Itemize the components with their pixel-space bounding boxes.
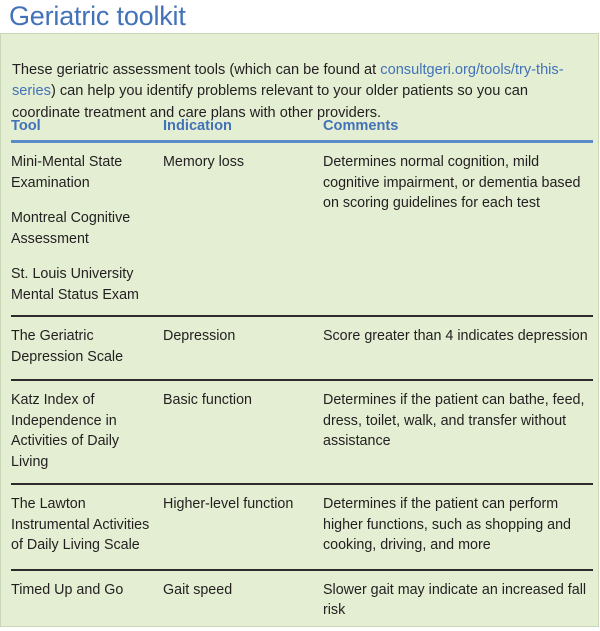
- tool-name: Montreal Cognitive Assessment: [11, 210, 131, 247]
- intro-text-part-1: These geriatric assessment tools (which can be found at: [12, 61, 381, 78]
- cell-tool: [11, 580, 163, 621]
- table-header-row: [11, 118, 593, 140]
- cell-comments: Determines if the patient can bathe, feed, dress, toilet, walk, and transfer without assistance: [323, 392, 585, 449]
- tool-name: Katz Index of Independence in Activities of Daily Living: [11, 392, 120, 470]
- cell-comments: Slower gait may indicate an increased fall risk: [323, 581, 587, 618]
- tool-name: Timed Up and Go: [11, 581, 124, 598]
- consultgeri-link-line-1[interactable]: consultgeri.org/tools/try-: [380, 61, 537, 78]
- tool-name: The Lawton Instrumental Activities of Daily Living Scale: [11, 496, 150, 553]
- content-panel: [0, 33, 599, 627]
- column-header-indication: Indication: [163, 118, 232, 134]
- tool-name: The Geriatric Depression Scale: [11, 328, 124, 365]
- intro-text-part-2: ) can help you identify problems relevant to your older patients so you can coordinate treatment and care plans with other providers.: [12, 83, 528, 121]
- table-row: [11, 143, 593, 315]
- table-row: [11, 571, 593, 631]
- table-row: [11, 485, 593, 569]
- table-row: [11, 381, 593, 483]
- cell-tool: [11, 326, 163, 367]
- geriatric-toolkit-table: [11, 118, 593, 631]
- intro-paragraph: [12, 60, 590, 125]
- cell-indication: Gait speed: [163, 581, 233, 598]
- cell-tool: [11, 152, 163, 305]
- cell-tool: [11, 494, 163, 556]
- cell-indication: Higher-level function: [163, 496, 294, 512]
- cell-indication: Depression: [163, 328, 236, 344]
- tool-name: Mini-Mental State Examination: [11, 154, 123, 191]
- tool-name: St. Louis University Mental Status Exam: [11, 266, 139, 303]
- cell-indication: Basic function: [163, 392, 253, 408]
- cell-comments: Determines if the patient can perform higher functions, such as shopping and cooking, driving, and more: [323, 496, 571, 553]
- cell-comments: Determines normal cognition, mild cognitive impairment, or dementia based on scoring guidelines for each test: [323, 154, 581, 211]
- consultgeri-link-line-2[interactable]: this-series: [12, 61, 564, 100]
- column-header-comments: Comments: [323, 118, 399, 134]
- cell-tool: [11, 390, 163, 472]
- cell-comments: Score greater than 4 indicates depression: [323, 328, 588, 344]
- column-header-tool: Tool: [11, 118, 41, 134]
- table-row: [11, 317, 593, 379]
- page-title: Geriatric toolkit: [9, 1, 186, 31]
- cell-indication: Memory loss: [163, 154, 245, 170]
